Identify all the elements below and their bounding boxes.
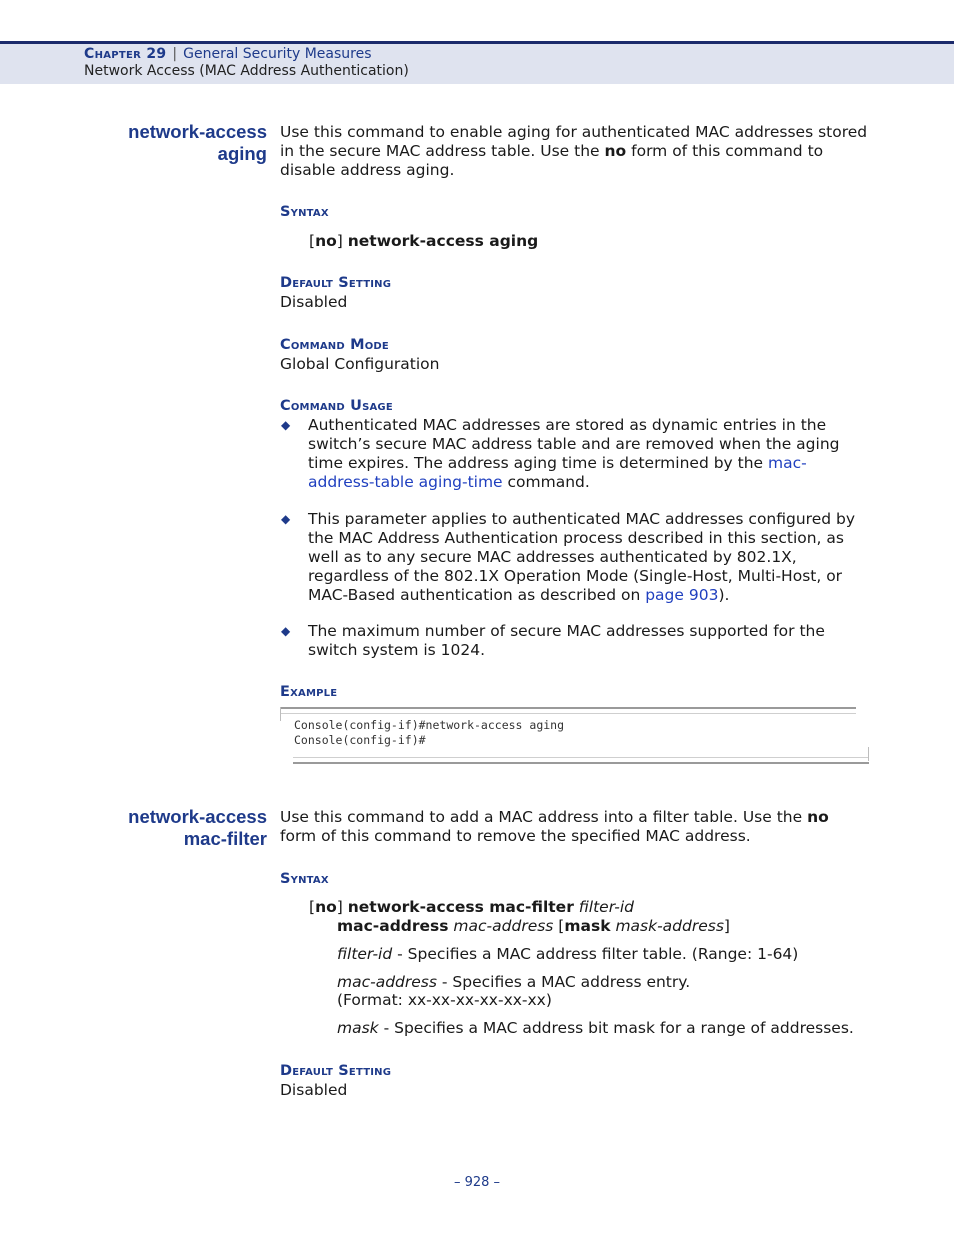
code-box-bottom-border [293, 757, 869, 764]
command-name-line1: network-access [128, 121, 267, 142]
code-box-top-border [280, 707, 856, 714]
chapter-line [84, 46, 372, 63]
desc-line: disable address aging. [280, 161, 455, 179]
bullet-line [308, 473, 878, 492]
command-mode-heading: Command Mode [280, 337, 389, 353]
desc-keyword: no [604, 142, 627, 160]
bullet-line [308, 454, 878, 473]
syntax-heading: Syntax [280, 204, 329, 220]
desc-line [280, 142, 880, 161]
parameter-format: (Format: xx-xx-xx-xx-xx-xx) [337, 991, 552, 1009]
syntax-keyword: no [315, 232, 337, 250]
command-usage-heading: Command Usage [280, 398, 393, 414]
command-name-mac-filter [67, 806, 267, 850]
bullet-line [308, 586, 878, 605]
parameter-name: mask [337, 1019, 379, 1037]
syntax-heading: Syntax [280, 871, 329, 887]
bullet-text: time expires. The address aging time is determined by the [308, 454, 769, 472]
syntax-line [309, 232, 538, 251]
chapter-title: General Security Measures [183, 46, 372, 62]
chapter-label: Chapter 29 [84, 46, 167, 62]
page-number: – 928 – [453, 1175, 501, 1190]
desc-keyword: no [807, 808, 829, 826]
command-name-line2: mac-filter [183, 828, 267, 849]
code-box-left-border [280, 707, 284, 721]
bullet-diamond-icon: ◆ [281, 624, 291, 638]
bullet-line: The maximum number of secure MAC addresses supported for the [308, 622, 825, 640]
usage-bullet-3 [308, 622, 878, 660]
syntax-keyword: mac-address [337, 917, 449, 935]
command-description [280, 808, 880, 846]
syntax-line [337, 917, 730, 936]
default-setting-value: Disabled [280, 1081, 348, 1099]
syntax-parameter: mask-address [610, 917, 724, 935]
usage-bullet-2 [308, 510, 878, 605]
mac-address-table-aging-time-link[interactable]: address-table aging-time [308, 473, 503, 491]
page-903-link[interactable]: page 903 [645, 586, 719, 604]
header-separator: | [172, 46, 178, 62]
usage-bullet-1 [308, 416, 878, 492]
syntax-line [309, 898, 634, 917]
command-name-line1: network-access [128, 806, 267, 827]
bullet-text: command. [502, 473, 590, 491]
bullet-diamond-icon: ◆ [281, 512, 291, 526]
bullet-line: Authenticated MAC addresses are stored as dynamic entries in the [308, 416, 827, 434]
desc-text: form of this command to [626, 142, 824, 160]
parameter-desc: - Specifies a MAC address filter table. (Range: 1-64) [392, 945, 799, 963]
bullet-text: MAC-Based authentication as described on [308, 586, 646, 604]
bullet-line: well as to any secure MAC addresses authenticated by 802.1X, [308, 548, 797, 566]
mac-address-table-aging-time-link[interactable]: mac- [768, 454, 807, 472]
example-heading: Example [280, 684, 338, 700]
syntax-bracket: [ [309, 232, 316, 250]
syntax-parameter: filter-id [573, 898, 634, 916]
bullet-line: regardless of the 802.1X Operation Mode (Single-Host, Multi-Host, or [308, 567, 843, 585]
desc-text: Use this command to add a MAC address into a filter table. Use the [280, 808, 808, 826]
bullet-line: switch system is 1024. [308, 641, 486, 659]
parameter-mac-address [337, 973, 690, 992]
syntax-bracket: [ [553, 917, 565, 935]
syntax-command: network-access aging [347, 232, 539, 250]
command-description [280, 123, 880, 180]
code-box-right-border [865, 747, 869, 761]
command-mode-value: Global Configuration [280, 355, 440, 373]
bullet-line: switch’s secure MAC address table and are removed when the aging [308, 435, 840, 453]
command-name-line2: aging [217, 143, 267, 164]
syntax-keyword: mask [564, 917, 611, 935]
bullet-line: the MAC Address Authentication process described in this section, as [308, 529, 844, 547]
desc-line: form of this command to remove the specified MAC address. [280, 827, 751, 845]
default-setting-heading: Default Setting [280, 275, 392, 291]
code-line: Console(config-if)#network-access aging [294, 718, 565, 732]
bullet-text: ). [718, 586, 730, 604]
parameter-name: mac-address [337, 973, 437, 991]
default-setting-heading: Default Setting [280, 1063, 392, 1079]
syntax-parameter: mac-address [448, 917, 554, 935]
bullet-diamond-icon: ◆ [281, 418, 291, 432]
bullet-line: This parameter applies to authenticated MAC addresses configured by [308, 510, 856, 528]
parameter-name: filter-id [337, 945, 393, 963]
default-setting-value: Disabled [280, 293, 348, 311]
code-line: Console(config-if)# [294, 733, 426, 747]
desc-line [280, 808, 880, 827]
syntax-keyword: no [315, 898, 337, 916]
syntax-command: network-access mac-filter [347, 898, 574, 916]
syntax-bracket: ] [336, 898, 348, 916]
parameter-filter-id [337, 945, 798, 964]
section-title: Network Access (MAC Address Authentication) [84, 63, 409, 79]
parameter-mask [337, 1019, 854, 1038]
desc-text: in the secure MAC address table. Use the [280, 142, 605, 160]
parameter-desc: - Specifies a MAC address bit mask for a range of addresses. [378, 1019, 854, 1037]
syntax-bracket: [ [309, 898, 316, 916]
syntax-bracket: ] [336, 232, 348, 250]
command-name-aging [67, 121, 267, 165]
syntax-bracket: ] [723, 917, 730, 935]
parameter-desc: - Specifies a MAC address entry. [436, 973, 691, 991]
desc-line: Use this command to enable aging for authenticated MAC addresses stored [280, 123, 868, 141]
